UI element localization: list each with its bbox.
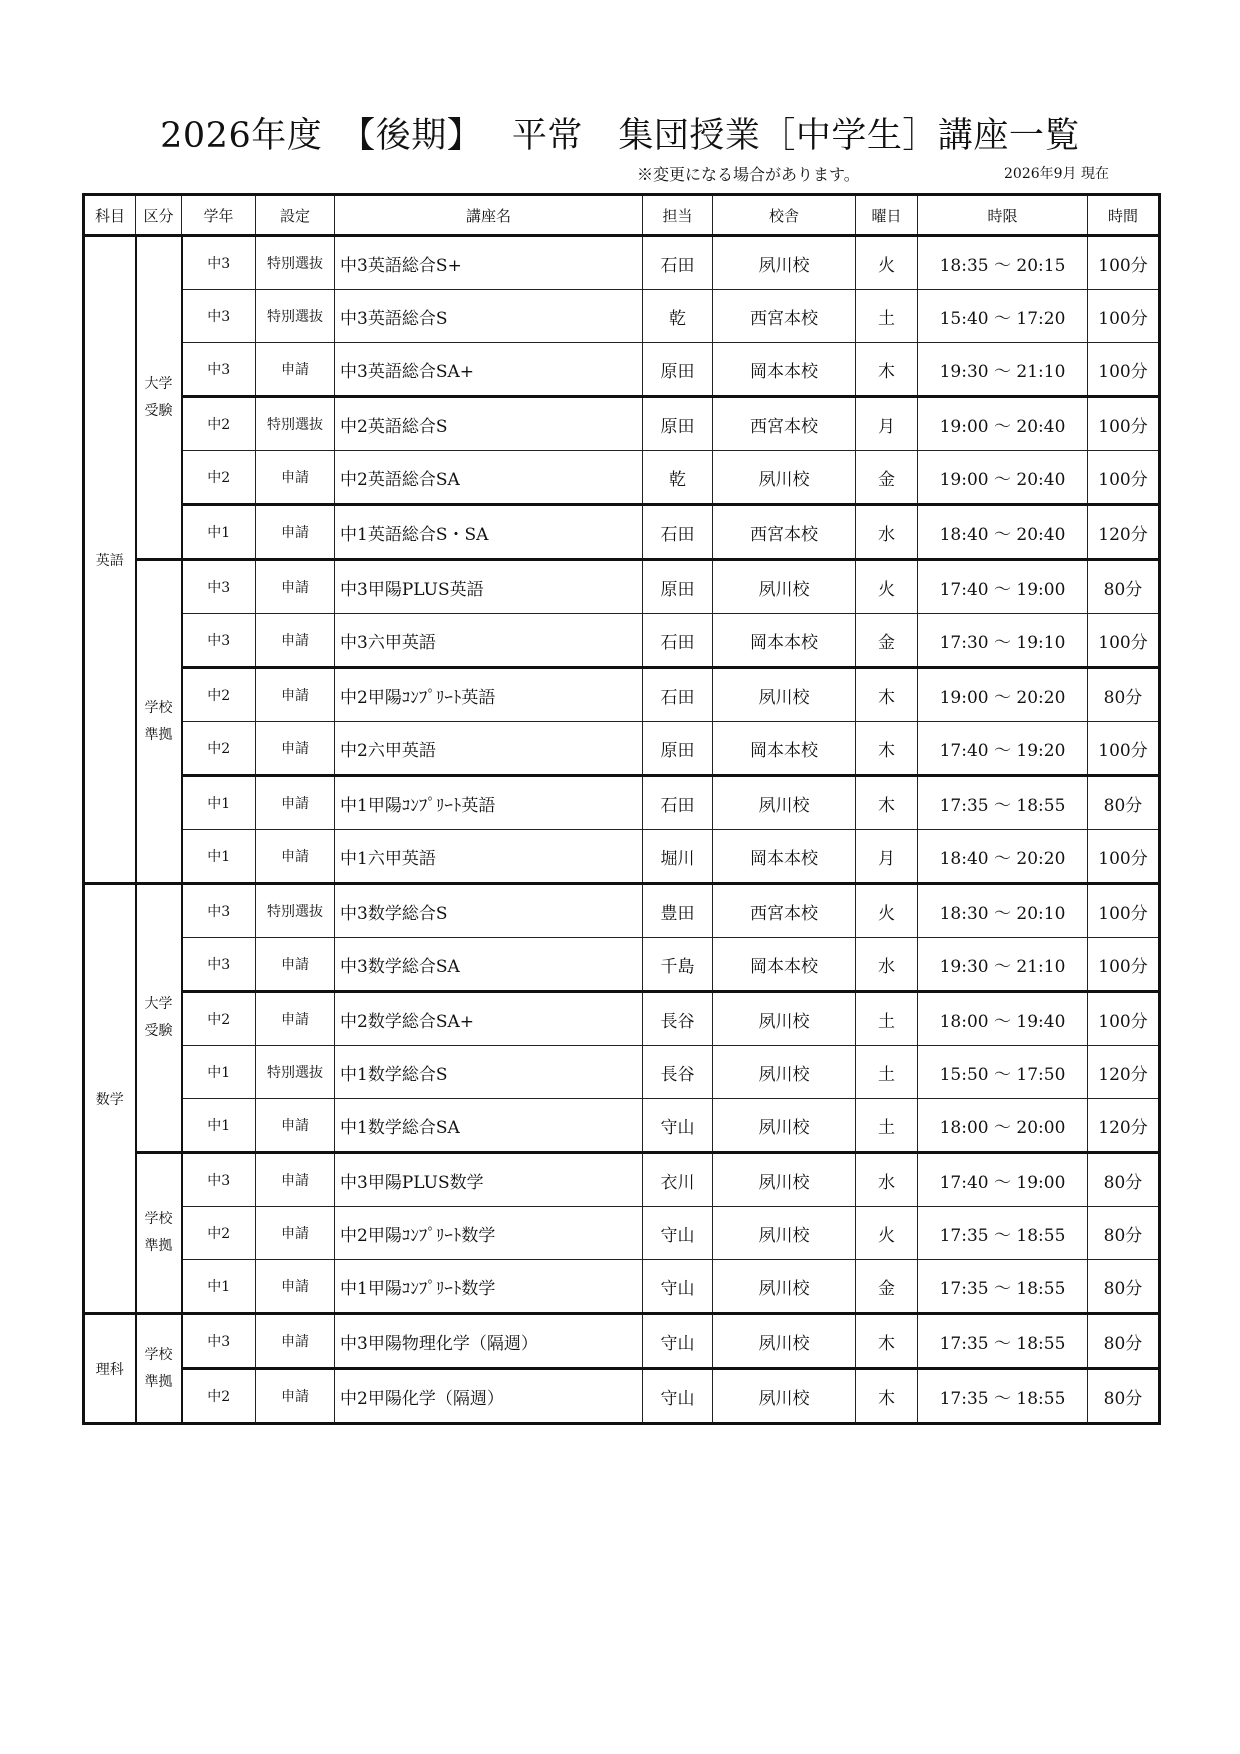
course-day: 土 — [856, 1099, 918, 1153]
course-day: 水 — [856, 505, 918, 560]
course-grade: 中3 — [182, 290, 256, 343]
table-row — [84, 614, 1160, 668]
course-setting: 申請 — [256, 1314, 335, 1369]
course-time: 17:40 ～ 19:20 — [918, 722, 1088, 776]
course-teacher: 乾 — [643, 451, 713, 505]
table-row — [84, 1207, 1160, 1260]
course-teacher: 守山 — [643, 1207, 713, 1260]
course-day: 金 — [856, 451, 918, 505]
table-row — [84, 722, 1160, 776]
course-time: 17:35 ～ 18:55 — [918, 1260, 1088, 1314]
course-name: 中3数学総合S — [335, 884, 643, 938]
course-time: 18:40 ～ 20:20 — [918, 830, 1088, 884]
header-teacher: 担当 — [643, 195, 713, 236]
course-grade: 中2 — [182, 722, 256, 776]
header-course: 講座名 — [335, 195, 643, 236]
course-teacher: 堀川 — [643, 830, 713, 884]
as-of-date: 2026年9月 現在 — [1004, 166, 1109, 182]
course-day: 金 — [856, 1260, 918, 1314]
course-setting: 申請 — [256, 668, 335, 722]
category-label: 学校準拠 — [144, 1211, 173, 1254]
course-teacher: 豊田 — [643, 884, 713, 938]
course-setting: 特別選抜 — [256, 397, 335, 451]
header-subject: 科目 — [84, 195, 136, 236]
course-name: 中3英語総合S+ — [335, 236, 643, 290]
table-row — [84, 1314, 1160, 1369]
course-grade: 中3 — [182, 560, 256, 614]
course-school: 岡本本校 — [713, 722, 856, 776]
course-time: 19:30 ～ 21:10 — [918, 343, 1088, 397]
course-day: 土 — [856, 992, 918, 1046]
course-school: 夙川校 — [713, 236, 856, 290]
course-time: 18:40 ～ 20:40 — [918, 505, 1088, 560]
course-setting: 申請 — [256, 776, 335, 830]
table-row — [84, 451, 1160, 505]
course-day: 月 — [856, 397, 918, 451]
subject-cell: 理科 — [84, 1314, 136, 1424]
course-grade: 中3 — [182, 614, 256, 668]
course-name: 中2数学総合SA+ — [335, 992, 643, 1046]
course-teacher: 原田 — [643, 397, 713, 451]
course-name: 中3六甲英語 — [335, 614, 643, 668]
course-name: 中2甲陽ｺﾝﾌﾟﾘｰﾄ英語 — [335, 668, 643, 722]
course-time: 17:40 ～ 19:00 — [918, 1153, 1088, 1207]
subject-cell: 英語 — [84, 236, 136, 884]
category-label: 学校準拠 — [144, 1346, 173, 1390]
course-duration: 100分 — [1088, 290, 1160, 343]
course-time: 18:00 ～ 19:40 — [918, 992, 1088, 1046]
course-school: 夙川校 — [713, 1046, 856, 1099]
course-name: 中1甲陽ｺﾝﾌﾟﾘｰﾄ数学 — [335, 1260, 643, 1314]
table-row — [84, 1099, 1160, 1153]
course-school: 夙川校 — [713, 451, 856, 505]
course-duration: 80分 — [1088, 1153, 1160, 1207]
course-setting: 申請 — [256, 560, 335, 614]
course-grade: 中1 — [182, 505, 256, 560]
course-time: 19:00 ～ 20:40 — [918, 451, 1088, 505]
course-day: 水 — [856, 1153, 918, 1207]
course-grade: 中2 — [182, 451, 256, 505]
course-duration: 80分 — [1088, 776, 1160, 830]
course-teacher: 原田 — [643, 343, 713, 397]
course-day: 土 — [856, 1046, 918, 1099]
course-time: 17:40 ～ 19:00 — [918, 560, 1088, 614]
course-day: 火 — [856, 236, 918, 290]
course-school: 西宮本校 — [713, 505, 856, 560]
course-grade: 中1 — [182, 1260, 256, 1314]
header-duration: 時間 — [1088, 195, 1160, 236]
course-teacher: 守山 — [643, 1260, 713, 1314]
table-row — [84, 505, 1160, 560]
table-row — [84, 776, 1160, 830]
course-school: 夙川校 — [713, 1260, 856, 1314]
header-category: 区分 — [136, 195, 182, 236]
course-setting: 特別選抜 — [256, 236, 335, 290]
table-row — [84, 1260, 1160, 1314]
course-table — [82, 193, 1161, 1425]
course-teacher: 石田 — [643, 776, 713, 830]
course-school: 西宮本校 — [713, 290, 856, 343]
course-duration: 120分 — [1088, 1046, 1160, 1099]
course-name: 中2英語総合S — [335, 397, 643, 451]
course-school: 岡本本校 — [713, 938, 856, 992]
course-duration: 100分 — [1088, 614, 1160, 668]
table-row — [84, 290, 1160, 343]
course-setting: 申請 — [256, 722, 335, 776]
course-name: 中2甲陽ｺﾝﾌﾟﾘｰﾄ数学 — [335, 1207, 643, 1260]
course-grade: 中3 — [182, 884, 256, 938]
course-day: 木 — [856, 343, 918, 397]
header-school: 校舎 — [713, 195, 856, 236]
course-setting: 特別選抜 — [256, 1046, 335, 1099]
course-duration: 100分 — [1088, 343, 1160, 397]
course-time: 18:35 ～ 20:15 — [918, 236, 1088, 290]
course-name: 中2六甲英語 — [335, 722, 643, 776]
course-setting: 申請 — [256, 614, 335, 668]
table-row — [84, 884, 1160, 938]
course-day: 火 — [856, 560, 918, 614]
course-setting: 特別選抜 — [256, 290, 335, 343]
course-grade: 中3 — [182, 1153, 256, 1207]
course-name: 中3甲陽PLUS数学 — [335, 1153, 643, 1207]
course-setting: 特別選抜 — [256, 884, 335, 938]
course-school: 夙川校 — [713, 668, 856, 722]
course-grade: 中1 — [182, 830, 256, 884]
course-day: 木 — [856, 1369, 918, 1424]
course-time: 17:35 ～ 18:55 — [918, 1369, 1088, 1424]
course-day: 木 — [856, 668, 918, 722]
table-row — [84, 343, 1160, 397]
course-duration: 100分 — [1088, 397, 1160, 451]
category-cell — [136, 236, 182, 560]
course-duration: 80分 — [1088, 1260, 1160, 1314]
course-time: 19:00 ～ 20:40 — [918, 397, 1088, 451]
course-name: 中3甲陽物理化学（隔週） — [335, 1314, 643, 1369]
course-duration: 100分 — [1088, 992, 1160, 1046]
course-name: 中1英語総合S・SA — [335, 505, 643, 560]
course-duration: 100分 — [1088, 236, 1160, 290]
course-setting: 申請 — [256, 1260, 335, 1314]
course-setting: 申請 — [256, 343, 335, 397]
course-grade: 中3 — [182, 938, 256, 992]
course-grade: 中3 — [182, 343, 256, 397]
course-time: 18:00 ～ 20:00 — [918, 1099, 1088, 1153]
course-duration: 100分 — [1088, 451, 1160, 505]
table-row — [84, 1369, 1160, 1424]
course-school: 岡本本校 — [713, 830, 856, 884]
course-school: 夙川校 — [713, 1369, 856, 1424]
course-school: 岡本本校 — [713, 343, 856, 397]
course-name: 中3英語総合SA+ — [335, 343, 643, 397]
course-name: 中1甲陽ｺﾝﾌﾟﾘｰﾄ英語 — [335, 776, 643, 830]
course-duration: 80分 — [1088, 560, 1160, 614]
course-day: 火 — [856, 1207, 918, 1260]
course-school: 夙川校 — [713, 1207, 856, 1260]
course-teacher: 原田 — [643, 722, 713, 776]
course-setting: 申請 — [256, 1207, 335, 1260]
course-name: 中1六甲英語 — [335, 830, 643, 884]
course-grade: 中2 — [182, 397, 256, 451]
course-time: 17:35 ～ 18:55 — [918, 776, 1088, 830]
category-cell — [136, 1314, 182, 1424]
course-day: 木 — [856, 776, 918, 830]
course-day: 火 — [856, 884, 918, 938]
table-row — [84, 1153, 1160, 1207]
course-setting: 申請 — [256, 830, 335, 884]
course-duration: 100分 — [1088, 884, 1160, 938]
course-school: 西宮本校 — [713, 397, 856, 451]
course-duration: 100分 — [1088, 938, 1160, 992]
course-grade: 中1 — [182, 1046, 256, 1099]
course-time: 19:30 ～ 21:10 — [918, 938, 1088, 992]
course-school: 岡本本校 — [713, 614, 856, 668]
table-row — [84, 236, 1160, 290]
course-day: 金 — [856, 614, 918, 668]
course-teacher: 守山 — [643, 1099, 713, 1153]
course-teacher: 長谷 — [643, 992, 713, 1046]
course-school: 夙川校 — [713, 992, 856, 1046]
header-row — [84, 195, 1160, 236]
category-label: 大学受験 — [144, 375, 173, 419]
course-teacher: 守山 — [643, 1314, 713, 1369]
course-grade: 中2 — [182, 668, 256, 722]
course-school: 夙川校 — [713, 1099, 856, 1153]
course-name: 中2甲陽化学（隔週） — [335, 1369, 643, 1424]
course-name: 中1数学総合SA — [335, 1099, 643, 1153]
course-teacher: 長谷 — [643, 1046, 713, 1099]
course-day: 木 — [856, 722, 918, 776]
category-cell — [136, 1153, 182, 1314]
course-duration: 120分 — [1088, 505, 1160, 560]
course-name: 中1数学総合S — [335, 1046, 643, 1099]
course-teacher: 守山 — [643, 1369, 713, 1424]
course-name: 中3甲陽PLUS英語 — [335, 560, 643, 614]
course-setting: 申請 — [256, 938, 335, 992]
table-row — [84, 668, 1160, 722]
header-day: 曜日 — [856, 195, 918, 236]
course-grade: 中1 — [182, 1099, 256, 1153]
table-row — [84, 938, 1160, 992]
course-setting: 申請 — [256, 992, 335, 1046]
course-duration: 80分 — [1088, 1369, 1160, 1424]
course-day: 月 — [856, 830, 918, 884]
course-grade: 中2 — [182, 1369, 256, 1424]
course-duration: 120分 — [1088, 1099, 1160, 1153]
course-setting: 申請 — [256, 1153, 335, 1207]
category-label: 学校準拠 — [144, 699, 173, 743]
course-time: 18:30 ～ 20:10 — [918, 884, 1088, 938]
course-school: 西宮本校 — [713, 884, 856, 938]
course-teacher: 千島 — [643, 938, 713, 992]
course-duration: 100分 — [1088, 722, 1160, 776]
course-time: 19:00 ～ 20:20 — [918, 668, 1088, 722]
course-name: 中3英語総合S — [335, 290, 643, 343]
course-teacher: 乾 — [643, 290, 713, 343]
table-row — [84, 830, 1160, 884]
course-duration: 80分 — [1088, 668, 1160, 722]
course-duration: 100分 — [1088, 830, 1160, 884]
table-row — [84, 397, 1160, 451]
category-cell — [136, 560, 182, 884]
table-row — [84, 560, 1160, 614]
course-school: 夙川校 — [713, 1153, 856, 1207]
course-school: 夙川校 — [713, 1314, 856, 1369]
course-time: 17:35 ～ 18:55 — [918, 1207, 1088, 1260]
course-setting: 申請 — [256, 505, 335, 560]
course-grade: 中3 — [182, 1314, 256, 1369]
course-teacher: 原田 — [643, 560, 713, 614]
course-time: 15:40 ～ 17:20 — [918, 290, 1088, 343]
header-period: 時限 — [918, 195, 1088, 236]
course-name: 中2英語総合SA — [335, 451, 643, 505]
course-grade: 中2 — [182, 1207, 256, 1260]
course-teacher: 石田 — [643, 236, 713, 290]
change-notice: ※変更になる場合があります。 — [637, 165, 860, 184]
course-duration: 80分 — [1088, 1207, 1160, 1260]
course-grade: 中2 — [182, 992, 256, 1046]
subject-cell: 数学 — [84, 884, 136, 1314]
header-setting: 設定 — [256, 195, 335, 236]
course-teacher: 石田 — [643, 668, 713, 722]
category-label: 大学受験 — [144, 996, 173, 1039]
course-time: 17:35 ～ 18:55 — [918, 1314, 1088, 1369]
course-day: 土 — [856, 290, 918, 343]
course-school: 夙川校 — [713, 560, 856, 614]
course-duration: 80分 — [1088, 1314, 1160, 1369]
course-time: 17:30 ～ 19:10 — [918, 614, 1088, 668]
course-grade: 中3 — [182, 236, 256, 290]
table-row — [84, 1046, 1160, 1099]
course-teacher: 石田 — [643, 614, 713, 668]
course-grade: 中1 — [182, 776, 256, 830]
course-setting: 申請 — [256, 1369, 335, 1424]
category-cell — [136, 884, 182, 1153]
course-setting: 申請 — [256, 1099, 335, 1153]
course-day: 水 — [856, 938, 918, 992]
header-grade: 学年 — [182, 195, 256, 236]
page-title: 2026年度 【後期】 平常 集団授業［中学生］講座一覧 — [160, 116, 1080, 156]
course-teacher: 衣川 — [643, 1153, 713, 1207]
course-teacher: 石田 — [643, 505, 713, 560]
course-rows — [84, 236, 1160, 1424]
course-name: 中3数学総合SA — [335, 938, 643, 992]
course-time: 15:50 ～ 17:50 — [918, 1046, 1088, 1099]
course-school: 夙川校 — [713, 776, 856, 830]
course-setting: 申請 — [256, 451, 335, 505]
course-day: 木 — [856, 1314, 918, 1369]
table-row — [84, 992, 1160, 1046]
